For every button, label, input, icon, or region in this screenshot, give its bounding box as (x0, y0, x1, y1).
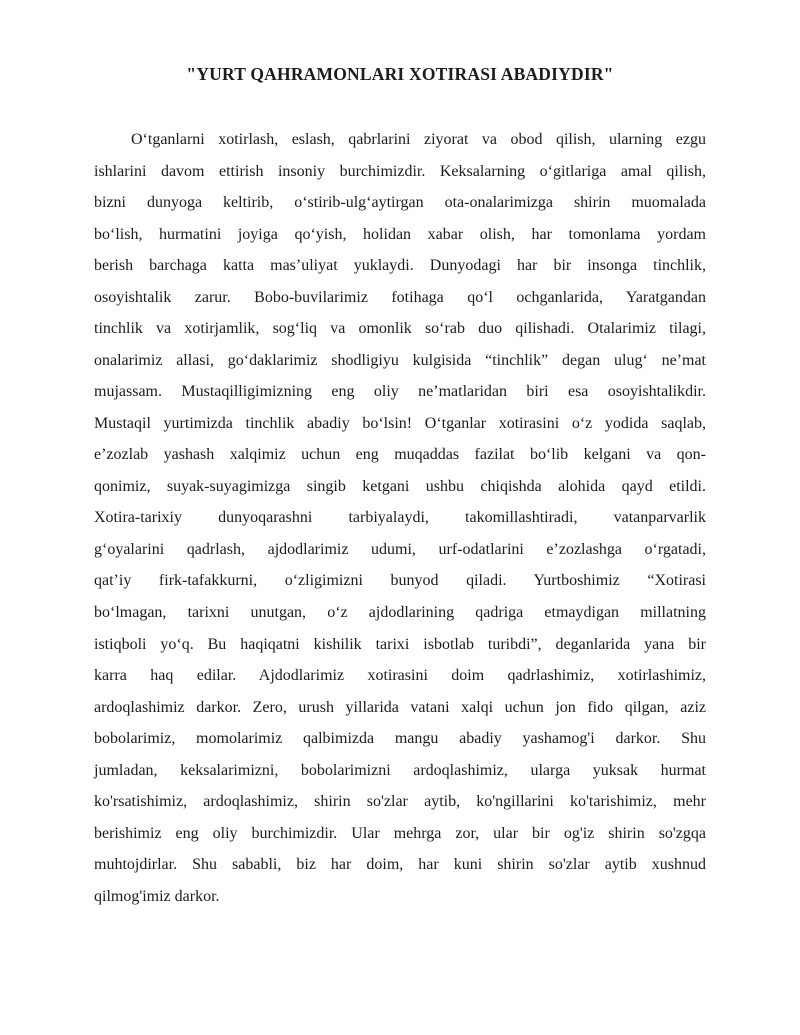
paragraph-line: ishlarini davom ettirish insoniy burchimizdir. Keksalarning oʻgitlariga amal qilish, (94, 162, 706, 180)
paragraph-line: Xotira-tarixiy dunyoqarashni tarbiyalaydi, takomillashtiradi, vatanparvarlik (94, 509, 706, 527)
paragraph-line: qonimiz, suyak-suyagimizga singib ketgani ushbu chiqishda alohida qayd etildi. (94, 477, 706, 495)
paragraph-line: tinchlik va xotirjamlik, sogʻliq va omonlik soʻrab duo qilishadi. Otalarimiz tilagi, (94, 320, 706, 338)
paragraph-line: Mustaqil yurtimizda tinchlik abadiy boʻlsin! Oʻtganlar xotirasini oʻz yodida saqlab, (94, 414, 706, 432)
document-body (94, 124, 706, 912)
paragraph-line: muhtojdirlar. Shu sababli, biz har doim, har kuni shirin so'zlar aytib xushnud (94, 856, 706, 874)
paragraph-line: boʻlish, hurmatini joyiga qoʻyish, holidan xabar olish, har tomonlama yordam (94, 225, 706, 243)
paragraph-line: ardoqlashimiz darkor. Zero, urush yillarida vatani xalqi uchun jon fido qilgan, aziz (94, 698, 706, 716)
paragraph-line: gʻoyalarini qadrlash, ajdodlarimiz udumi, urf-odatlarini e’zozlashga oʻrgatadi, (94, 540, 706, 558)
document-title: "YURT QAHRAMONLARI XOTIRASI ABADIYDIR" (186, 64, 614, 84)
paragraph-line: e’zozlab yashash xalqimiz uchun eng muqaddas fazilat boʻlib kelgani va qon- (94, 446, 706, 464)
paragraph-line: bobolarimiz, momolarimiz qalbimizda mangu abadiy yashamog'i darkor. Shu (94, 730, 706, 748)
paragraph-line: Oʻtganlarni xotirlash, eslash, qabrlarini ziyorat va obod qilish, ularning ezgu (131, 131, 706, 148)
paragraph-line: berishimiz eng oliy burchimizdir. Ular mehrga zor, ular bir og'iz shirin so'zgqa (94, 824, 706, 842)
paragraph-line: qilmog'imiz darkor. (94, 887, 220, 905)
paragraph-line: qat’iy firk-tafakkurni, oʻzligimizni bunyod qiladi. Yurtboshimiz “Xotirasi (94, 572, 706, 590)
paragraph-line: boʻlmagan, tarixni unutgan, oʻz ajdodlarining qadriga etmaydigan millatning (94, 603, 706, 621)
paragraph-line: bizni dunyoga keltirib, oʻstirib-ulgʻaytirgan ota-onalarimizga shirin muomalada (94, 194, 706, 212)
paragraph-line: onalarimiz allasi, goʻdaklarimiz shodligiyu kulgisida “tinchlik” degan ulugʻ ne’mat (94, 351, 706, 369)
paragraph-line: karra haq edilar. Ajdodlarimiz xotirasini doim qadrlashimiz, xotirlashimiz, (94, 667, 706, 685)
paragraph-line: berish barchaga katta mas’uliyat yuklaydi. Dunyodagi har bir insonga tinchlik, (94, 257, 706, 275)
paragraph-line: osoyishtalik zarur. Bobo-buvilarimiz fotihaga qoʻl ochganlarida, Yaratgandan (94, 288, 706, 306)
paragraph-line: mujassam. Mustaqilligimizning eng oliy ne’matlaridan biri esa osoyishtalikdir. (94, 383, 706, 401)
paragraph-line: istiqboli yoʻq. Bu haqiqatni kishilik tarixi isbotlab turibdi”, deganlarida yana bir (94, 635, 706, 653)
paragraph-line: ko'rsatishimiz, ardoqlashimiz, shirin so'zlar aytib, ko'ngillarini ko'tarishimiz, mehr (94, 793, 706, 811)
paragraph-line: jumladan, keksalarimizni, bobolarimizni ardoqlashimiz, ularga yuksak hurmat (94, 761, 706, 779)
